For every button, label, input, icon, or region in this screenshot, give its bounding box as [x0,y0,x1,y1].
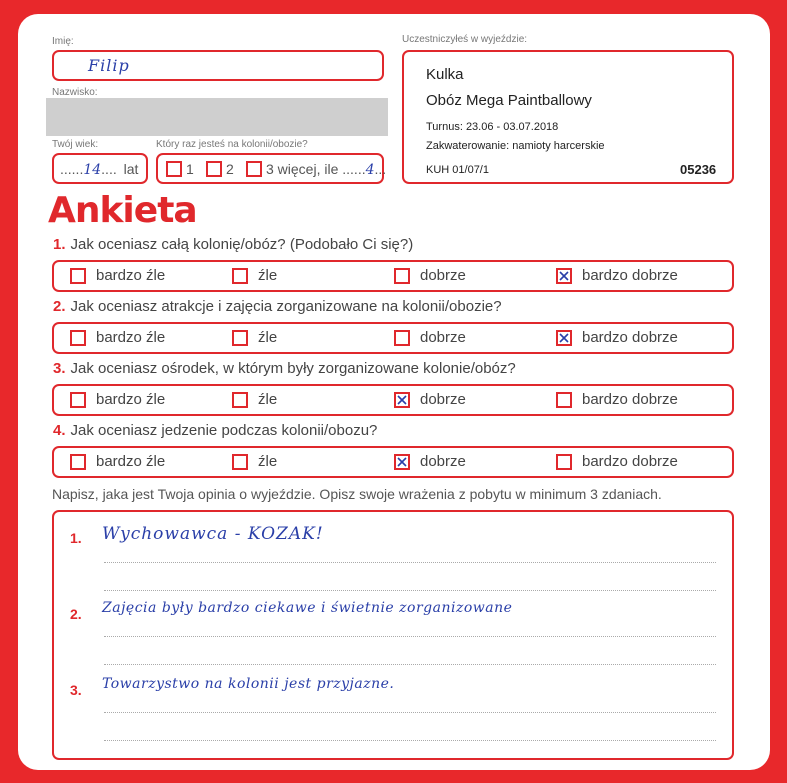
option-checkbox[interactable] [70,268,86,284]
option-label: dobrze [420,267,466,284]
times-opt3-label: 3 więcej, ile [266,161,339,177]
times-dots-left: ...... [342,161,366,177]
question-4 [53,422,377,439]
answer-2-text: Zajęcia były bardzo ciekawe i świetnie zorganizowane [102,600,513,616]
check-mark-icon [396,394,408,406]
question-2 [53,298,502,315]
form-sheet [18,14,770,770]
question-number: 3. [53,360,66,377]
question-number: 1. [53,236,66,253]
writing-line [104,712,716,713]
times-value: 4 [365,162,375,178]
option-label: dobrze [420,453,466,470]
age-field[interactable] [52,153,148,184]
participant-turnus: Turnus: 23.06 - 03.07.2018 [426,121,559,133]
participant-box [402,50,734,184]
option-checkbox[interactable] [70,392,86,408]
question-2-options [52,322,734,354]
option-label: bardzo dobrze [582,329,678,346]
option-checkbox[interactable] [556,392,572,408]
times-opt2-label: 2 [226,161,234,177]
times-checkbox-3[interactable] [246,161,262,177]
option-checkbox[interactable] [556,330,572,346]
option-checkbox[interactable] [556,454,572,470]
participant-line1: Kulka [426,66,464,83]
option-label: bardzo źle [96,453,166,470]
option-label: źle [258,391,278,408]
option-label: bardzo dobrze [582,453,678,470]
option-checkbox[interactable] [70,454,86,470]
option-label: dobrze [420,391,466,408]
question-number: 4. [53,422,66,439]
option-label: bardzo źle [96,391,166,408]
question-text: Jak oceniasz ośrodek, w którym były zorganizowane kolonie/obóz? [70,360,516,377]
answer-3-text: Towarzystwo na kolonii jest przyjazne. [102,676,395,692]
answer-1-text: Wychowawca - KOZAK! [102,524,324,544]
age-dots-right: .... [101,161,117,177]
times-checkbox-1[interactable] [166,161,182,177]
option-checkbox[interactable] [394,392,410,408]
question-text: Jak oceniasz jedzenie podczas kolonii/obozu? [70,422,378,439]
check-mark-icon [558,332,570,344]
option-checkbox[interactable] [394,268,410,284]
opinion-prompt: Napisz, jaka jest Twoja opinia o wyjeździe. Opisz swoje wrażenia z pobytu w minimum 3 zdaniach. [52,486,662,502]
question-1 [53,236,413,253]
option-label: dobrze [420,329,466,346]
option-checkbox[interactable] [394,330,410,346]
question-1-options [52,260,734,292]
participant-accommodation: Zakwaterowanie: namioty harcerskie [426,140,605,152]
option-label: źle [258,329,278,346]
participant-code: KUH 01/07/1 [426,164,489,176]
times-dots-right: ... [374,161,387,177]
question-number: 2. [53,298,66,315]
question-3 [53,360,516,377]
participant-line2: Obóz Mega Paintballowy [426,92,592,109]
participant-number: 05236 [680,162,717,177]
times-label: Który raz jesteś na kolonii/obozie? [156,139,308,150]
option-checkbox[interactable] [232,392,248,408]
name-value: Filip [88,56,130,75]
age-label: Twój wiek: [52,139,99,150]
option-label: źle [258,267,278,284]
times-opt1-label: 1 [186,161,194,177]
age-unit: lat [123,161,139,177]
answer-3-number: 3. [70,682,82,698]
name-field[interactable] [52,50,384,81]
option-label: źle [258,453,278,470]
writing-line [104,740,716,741]
question-4-options [52,446,734,478]
survey-title: Ankieta [48,190,197,231]
option-label: bardzo źle [96,329,166,346]
option-checkbox[interactable] [232,268,248,284]
writing-line [104,664,716,665]
writing-line [104,562,716,563]
option-checkbox[interactable] [232,454,248,470]
question-3-options [52,384,734,416]
participant-label: Uczestniczyłeś w wyjeździe: [402,34,528,45]
surname-redacted [46,98,388,136]
option-checkbox[interactable] [394,454,410,470]
times-checkbox-2[interactable] [206,161,222,177]
option-checkbox[interactable] [232,330,248,346]
question-text: Jak oceniasz całą kolonię/obóz? (Podobało Ci się?) [70,236,414,253]
option-label: bardzo dobrze [582,391,678,408]
answer-1-number: 1. [70,530,82,546]
option-label: bardzo źle [96,267,166,284]
surname-label: Nazwisko: [52,87,98,98]
name-label: Imię: [52,36,74,47]
question-text: Jak oceniasz atrakcje i zajęcia zorganizowane na kolonii/obozie? [70,298,502,315]
age-dots-left: ...... [60,161,84,177]
option-label: bardzo dobrze [582,267,678,284]
answer-2-number: 2. [70,606,82,622]
writing-line [104,590,716,591]
option-checkbox[interactable] [70,330,86,346]
times-field [156,153,387,184]
check-mark-icon [558,270,570,282]
age-value: 14 [83,162,102,178]
opinion-box[interactable] [52,510,734,760]
option-checkbox[interactable] [556,268,572,284]
writing-line [104,636,716,637]
check-mark-icon [396,456,408,468]
